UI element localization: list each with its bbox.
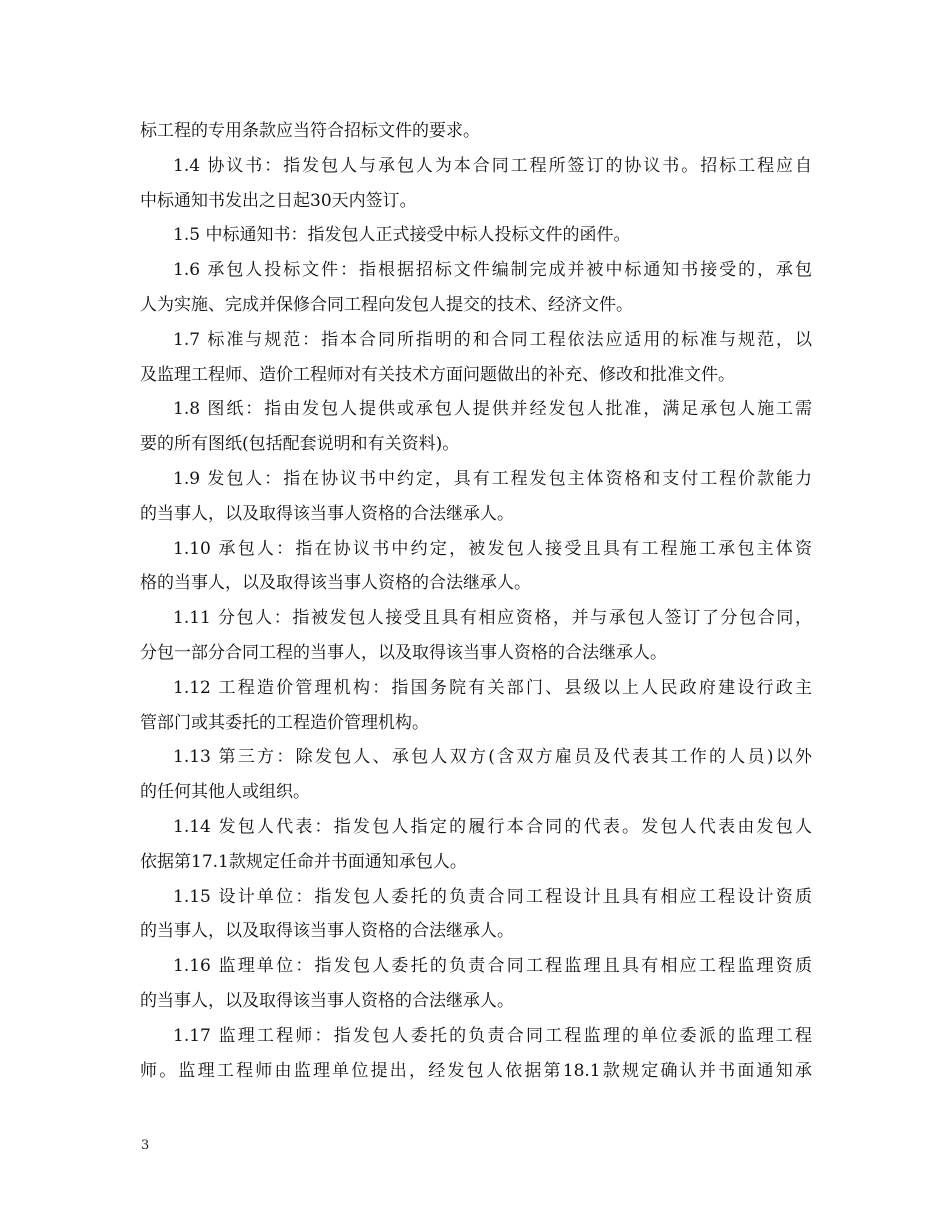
text-line: 格的当事人，以及取得该当事人资格的合法继承人。 [140,573,531,594]
text-line: 1.16 监理单位：指发包人委托的负责合同工程监理且具有相应工程监理资质 [173,956,812,977]
text-line: 管部门或其委托的工程造价管理机构。 [140,712,429,733]
text-line: 1.11 分包人：指被发包人接受且具有相应资格，并与承包人签订了分包合同， [173,608,812,629]
text-line: 1.13 第三方：除发包人、承包人双方(含双方雇员及代表其工作的人员)以外 [173,747,812,768]
text-line: 中标通知书发出之日起30天内签订。 [140,190,417,211]
text-line: 1.10 承包人：指在协议书中约定，被发包人接受且具有工程施工承包主体资 [173,538,812,559]
text-line: 师。监理工程师由监理单位提出，经发包人依据第18.1款规定确认并书面通知承 [140,1060,812,1081]
text-line: 1.6 承包人投标文件：指根据招标文件编制完成并被中标通知书接受的，承包 [173,260,812,281]
text-line: 1.4 协议书：指发包人与承包人为本合同工程所签订的协议书。招标工程应自 [173,155,812,176]
text-line: 1.9 发包人：指在协议书中约定，具有工程发包主体资格和支付工程价款能力 [173,468,812,489]
page-number: 3 [141,1138,150,1153]
text-line: 及监理工程师、造价工程师对有关技术方面问题做出的补充、修改和批准文件。 [140,364,735,385]
text-line: 的当事人，以及取得该当事人资格的合法继承人。 [140,921,514,942]
text-line: 1.15 设计单位：指发包人委托的负责合同工程设计且具有相应工程设计资质 [173,886,812,907]
text-line: 标工程的专用条款应当符合招标文件的要求。 [140,121,480,141]
text-line: 1.12 工程造价管理机构：指国务院有关部门、县级以上人民政府建设行政主 [173,677,812,698]
text-line: 要的所有图纸(包括配套说明和有关资料)。 [140,434,460,455]
text-line: 1.14 发包人代表：指发包人指定的履行本合同的代表。发包人代表由发包人 [173,816,812,837]
text-line: 1.7 标准与规范：指本合同所指明的和合同工程依法应适用的标准与规范，以 [173,329,812,350]
text-line: 1.5 中标通知书：指发包人正式接受中标人投标文件的函件。 [173,225,631,246]
text-line: 的当事人，以及取得该当事人资格的合法继承人。 [140,503,514,524]
text-line: 人为实施、完成并保修合同工程向发包人提交的技术、经济文件。 [140,294,633,315]
document-body [140,114,812,1088]
text-line: 1.8 图纸：指由发包人提供或承包人提供并经发包人批准，满足承包人施工需 [173,399,812,420]
text-line: 依据第17.1款规定任命并书面通知承包人。 [140,851,467,872]
text-line: 的当事人，以及取得该当事人资格的合法继承人。 [140,990,514,1011]
text-line: 的任何其他人或组织。 [140,782,310,803]
text-line: 分包一部分合同工程的当事人，以及取得该当事人资格的合法继承人。 [140,642,667,663]
text-line: 1.17 监理工程师：指发包人委托的负责合同工程监理的单位委派的监理工程 [173,1025,812,1046]
